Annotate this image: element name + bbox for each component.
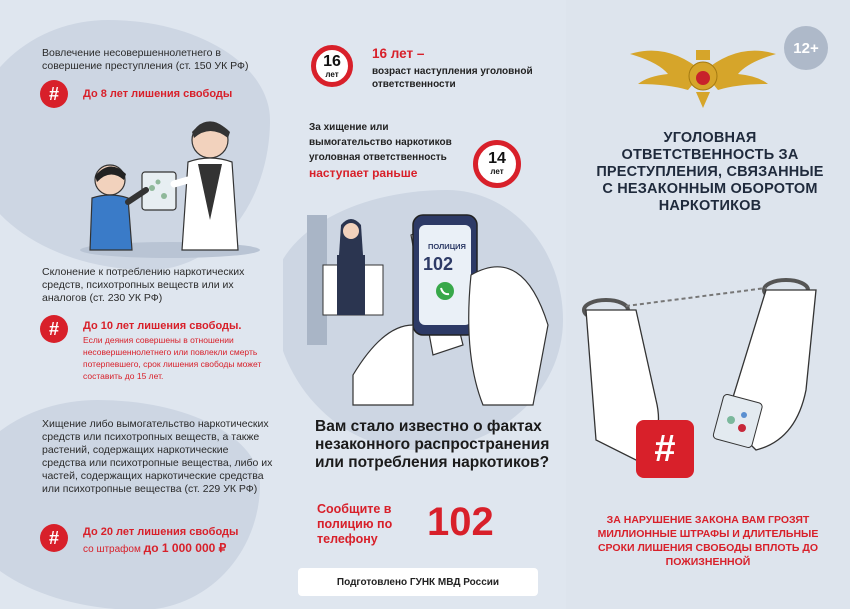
item3-fine-line <box>83 542 226 556</box>
handcuffed-hands-illustration <box>566 270 850 490</box>
item2-penalty: До 10 лет лишения свободы. <box>83 320 242 332</box>
hashtag-icon: # <box>636 420 694 478</box>
phone-label: ПОЛИЦИЯ <box>428 242 466 251</box>
age-14-badge: 14 лет <box>473 140 521 188</box>
hashtag-icon: # <box>40 315 68 343</box>
panel-age-report <box>283 0 566 609</box>
panel-cover <box>566 0 850 609</box>
phone-call-police-illustration <box>293 205 563 415</box>
hashtag-icon: # <box>40 80 68 108</box>
man-giving-boy-bag-illustration <box>70 110 270 260</box>
report-number: 102 <box>427 500 494 544</box>
item3-penalty: До 20 лет лишения свободы <box>83 526 239 538</box>
phone-screen-number: 102 <box>423 254 454 274</box>
theft-emphasis: наступает раньше <box>309 166 418 180</box>
item1-text: Вовлечение несовершеннолетнего в совершение преступления (ст. 150 УК РФ) <box>42 47 249 72</box>
page-title: УГОЛОВНАЯ ОТВЕТСТВЕННОСТЬ ЗА ПРЕСТУПЛЕНИЯ, СВЯЗАННЫЕ С НЕЗАКОННЫМ ОБОРОТОМ НАРКОТИКОВ <box>596 130 824 214</box>
item1-penalty: До 8 лет лишения свободы <box>83 88 233 100</box>
hashtag-icon: # <box>40 524 68 552</box>
panel-penalties <box>0 0 283 609</box>
report-question: Вам стало известно о фактах незаконного распространения или потребления наркотиков? <box>315 418 550 471</box>
footer-credit: Подготовлено ГУНК МВД России <box>298 568 538 596</box>
age16-desc: возраст наступления уголовной ответственности <box>372 66 533 90</box>
age-rating-badge: 12+ <box>784 26 828 70</box>
item2-text: Склонение к потреблению наркотических средств, психотропных веществ или их аналогов (ст. 230 УК РФ) <box>42 266 245 304</box>
item2-note: Если деяния совершены в отношении несовершеннолетнего или повлекли смерть потерпевшего, срок лишения свободы может составить до 15 лет. <box>83 335 262 381</box>
age-16-badge: 16 лет <box>311 45 353 87</box>
mvd-eagle-emblem-icon <box>628 32 778 112</box>
warning-text: ЗА НАРУШЕНИЕ ЗАКОНА ВАМ ГРОЗЯТ МИЛЛИОННЫЕ ШТРАФЫ И ДЛИТЕЛЬНЫЕ СРОКИ ЛИШЕНИЯ СВОБОДЫ ВПЛОТЬ ДО ПОЖИЗНЕННОЙ <box>597 514 819 568</box>
theft-text: За хищение или вымогательство наркотиков уголовная ответственность <box>309 122 452 163</box>
item3-fine-prefix: со штрафом <box>83 544 141 555</box>
item3-text: Хищение либо вымогательство наркотических средств или психотропных веществ, а также растений, содержащих наркотические средства или психотропные вещества, либо их частей, содержащих наркотические средства или психотропные вещества (ст. 229 УК РФ) <box>42 418 273 495</box>
item3-fine: до 1 000 000 ₽ <box>143 541 227 555</box>
report-text: Сообщите в полицию по телефону <box>317 502 393 546</box>
age16-title: 16 лет – <box>372 46 425 61</box>
